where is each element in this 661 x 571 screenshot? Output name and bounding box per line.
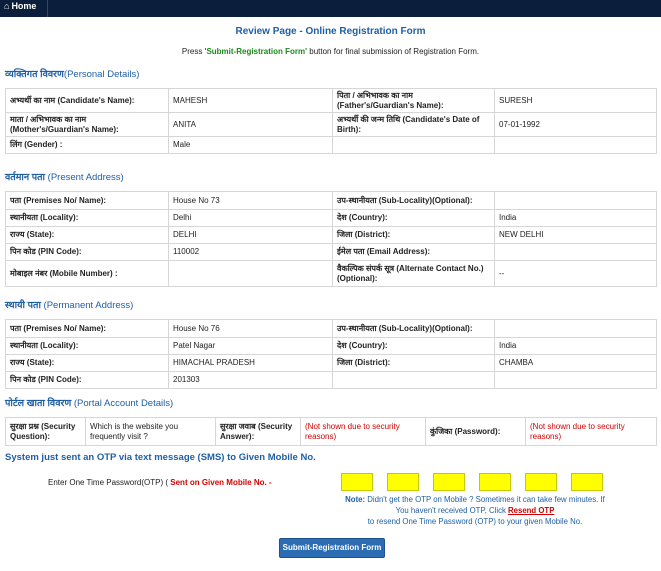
field-label: पता (Premises No/ Name): [6,192,169,210]
home-tab[interactable] [0,0,48,17]
field-label: पिन कोड (PIN Code): [6,244,169,261]
instruction-highlight: 'Submit-Registration Form' [204,47,308,56]
field-label: पिता / अभिभावक का नाम (Father's/Guardian's Name): [333,89,495,113]
submit-registration-button[interactable]: Submit-Registration Form [279,538,385,558]
field-value: House No 76 [169,320,333,338]
table-row [6,113,657,137]
field-value: CHAMBA [495,355,657,372]
field-label: देश (Country): [333,338,495,355]
field-value: 07-01-1992 [495,113,657,137]
field-label: अभ्यर्थी का नाम (Candidate's Name): [6,89,169,113]
otp-digit-input[interactable] [479,473,511,491]
otp-label-red: Sent on Given Mobile No. - [170,478,272,487]
field-value: Male [169,137,333,154]
field-label: जिला (District): [333,355,495,372]
field-value: MAHESH [169,89,333,113]
field-value: SURESH [495,89,657,113]
table-row [6,244,657,261]
table-row [6,320,657,338]
table-row [6,338,657,355]
table-row [6,89,657,113]
field-label: ईमेल पता (Email Address): [333,244,495,261]
table-row [6,355,657,372]
instruction-post: button for final submission of Registration Form. [307,47,480,56]
field-value: 110002 [169,244,333,261]
page-title: Review Page - Online Registration Form [235,26,426,37]
field-value [495,372,657,389]
field-label: मोबाइल नंबर (Mobile Number) : [6,261,169,287]
otp-label [48,478,272,487]
portal-account-heading [5,396,173,409]
field-label [333,137,495,154]
otp-note [345,494,605,527]
field-label: राज्य (State): [6,355,169,372]
table-row [6,261,657,287]
present-heading-hi: वर्तमान पता [5,172,46,183]
field-value [495,244,657,261]
field-value: 201303 [169,372,333,389]
field-value: ANITA [169,113,333,137]
field-value [495,320,657,338]
field-label: वैकल्पिक संपर्क सूत्र (Alternate Contact No.)(Optional): [333,261,495,287]
field-value: NEW DELHI [495,227,657,244]
table-row [6,137,657,154]
top-nav-bar [0,0,661,17]
field-label: अभ्यर्थी की जन्म तिथि (Candidate's Date of Birth): [333,113,495,137]
home-label: Home [11,1,37,11]
field-label: देश (Country): [333,210,495,227]
field-label [333,372,495,389]
permanent-heading-en: (Permanent Address) [40,300,134,311]
field-value: (Not shown due to security reasons) [526,418,657,446]
permanent-address-heading [5,298,133,311]
field-label: माता / अभिभावक का नाम (Mother's/Guardian's Name): [6,113,169,137]
field-label: स्थानीयता (Locality): [6,338,169,355]
otp-label-text: Enter One Time Password(OTP) ( [48,478,171,487]
table-row [6,192,657,210]
field-label: स्थानीयता (Locality): [6,210,169,227]
table-row [6,418,657,446]
field-value: DELHI [169,227,333,244]
field-label: जिला (District): [333,227,495,244]
table-row [6,210,657,227]
present-address-table [5,191,657,287]
present-heading-en: (Present Address) [45,172,124,183]
field-value [495,192,657,210]
resend-otp-link[interactable]: Resend OTP [508,506,555,515]
otp-digit-input[interactable] [571,473,603,491]
field-label: सुरक्षा प्रश्न (Security Question): [6,418,86,446]
otp-sent-message: System just sent an OTP via text message (SMS) to Given Mobile No. [5,452,316,463]
field-value: Patel Nagar [169,338,333,355]
note-text: Didn't get the OTP on Mobile ? Sometimes it can take few minutes. If You haven't received OTP, Click [365,495,605,515]
personal-heading-hi: व्यक्तिगत विवरण [5,69,64,80]
field-label: लिंग (Gender) : [6,137,169,154]
field-value: Which is the website you frequently visit ? [86,418,216,446]
field-label: पिन कोड (PIN Code): [6,372,169,389]
field-value: -- [495,261,657,287]
field-value [169,261,333,287]
home-icon: ⌂ [4,1,10,11]
field-label: उप-स्थानीयता (Sub-Locality)(Optional): [333,192,495,210]
table-row [6,227,657,244]
field-label: सुरक्षा जवाब (Security Answer): [216,418,301,446]
otp-digit-input[interactable] [433,473,465,491]
instruction-text [0,47,661,56]
instruction-pre: Press [181,47,205,56]
field-label: कुंजिका (Password): [426,418,526,446]
otp-digit-input[interactable] [387,473,419,491]
otp-digit-input[interactable] [525,473,557,491]
personal-details-heading [5,67,139,80]
note-tail: to resend One Time Password (OTP) to your given Mobile No. [367,517,583,526]
field-label: उप-स्थानीयता (Sub-Locality)(Optional): [333,320,495,338]
personal-details-table [5,88,657,154]
portal-account-table [5,417,657,446]
permanent-heading-hi: स्थायी पता [5,300,41,311]
field-label: राज्य (State): [6,227,169,244]
personal-heading-en: (Personal Details) [63,69,140,80]
table-row [6,372,657,389]
portal-heading-en: (Portal Account Details) [71,398,174,409]
portal-heading-hi: पोर्टल खाता विवरण [5,398,72,409]
field-label: पता (Premises No/ Name): [6,320,169,338]
field-value: (Not shown due to security reasons) [301,418,426,446]
otp-digit-input[interactable] [341,473,373,491]
field-value [495,137,657,154]
field-value: India [495,210,657,227]
permanent-address-table [5,319,657,389]
field-value: HIMACHAL PRADESH [169,355,333,372]
field-value: House No 73 [169,192,333,210]
note-bold: Note: [345,495,366,504]
field-value: Delhi [169,210,333,227]
field-value: India [495,338,657,355]
present-address-heading [5,170,124,183]
